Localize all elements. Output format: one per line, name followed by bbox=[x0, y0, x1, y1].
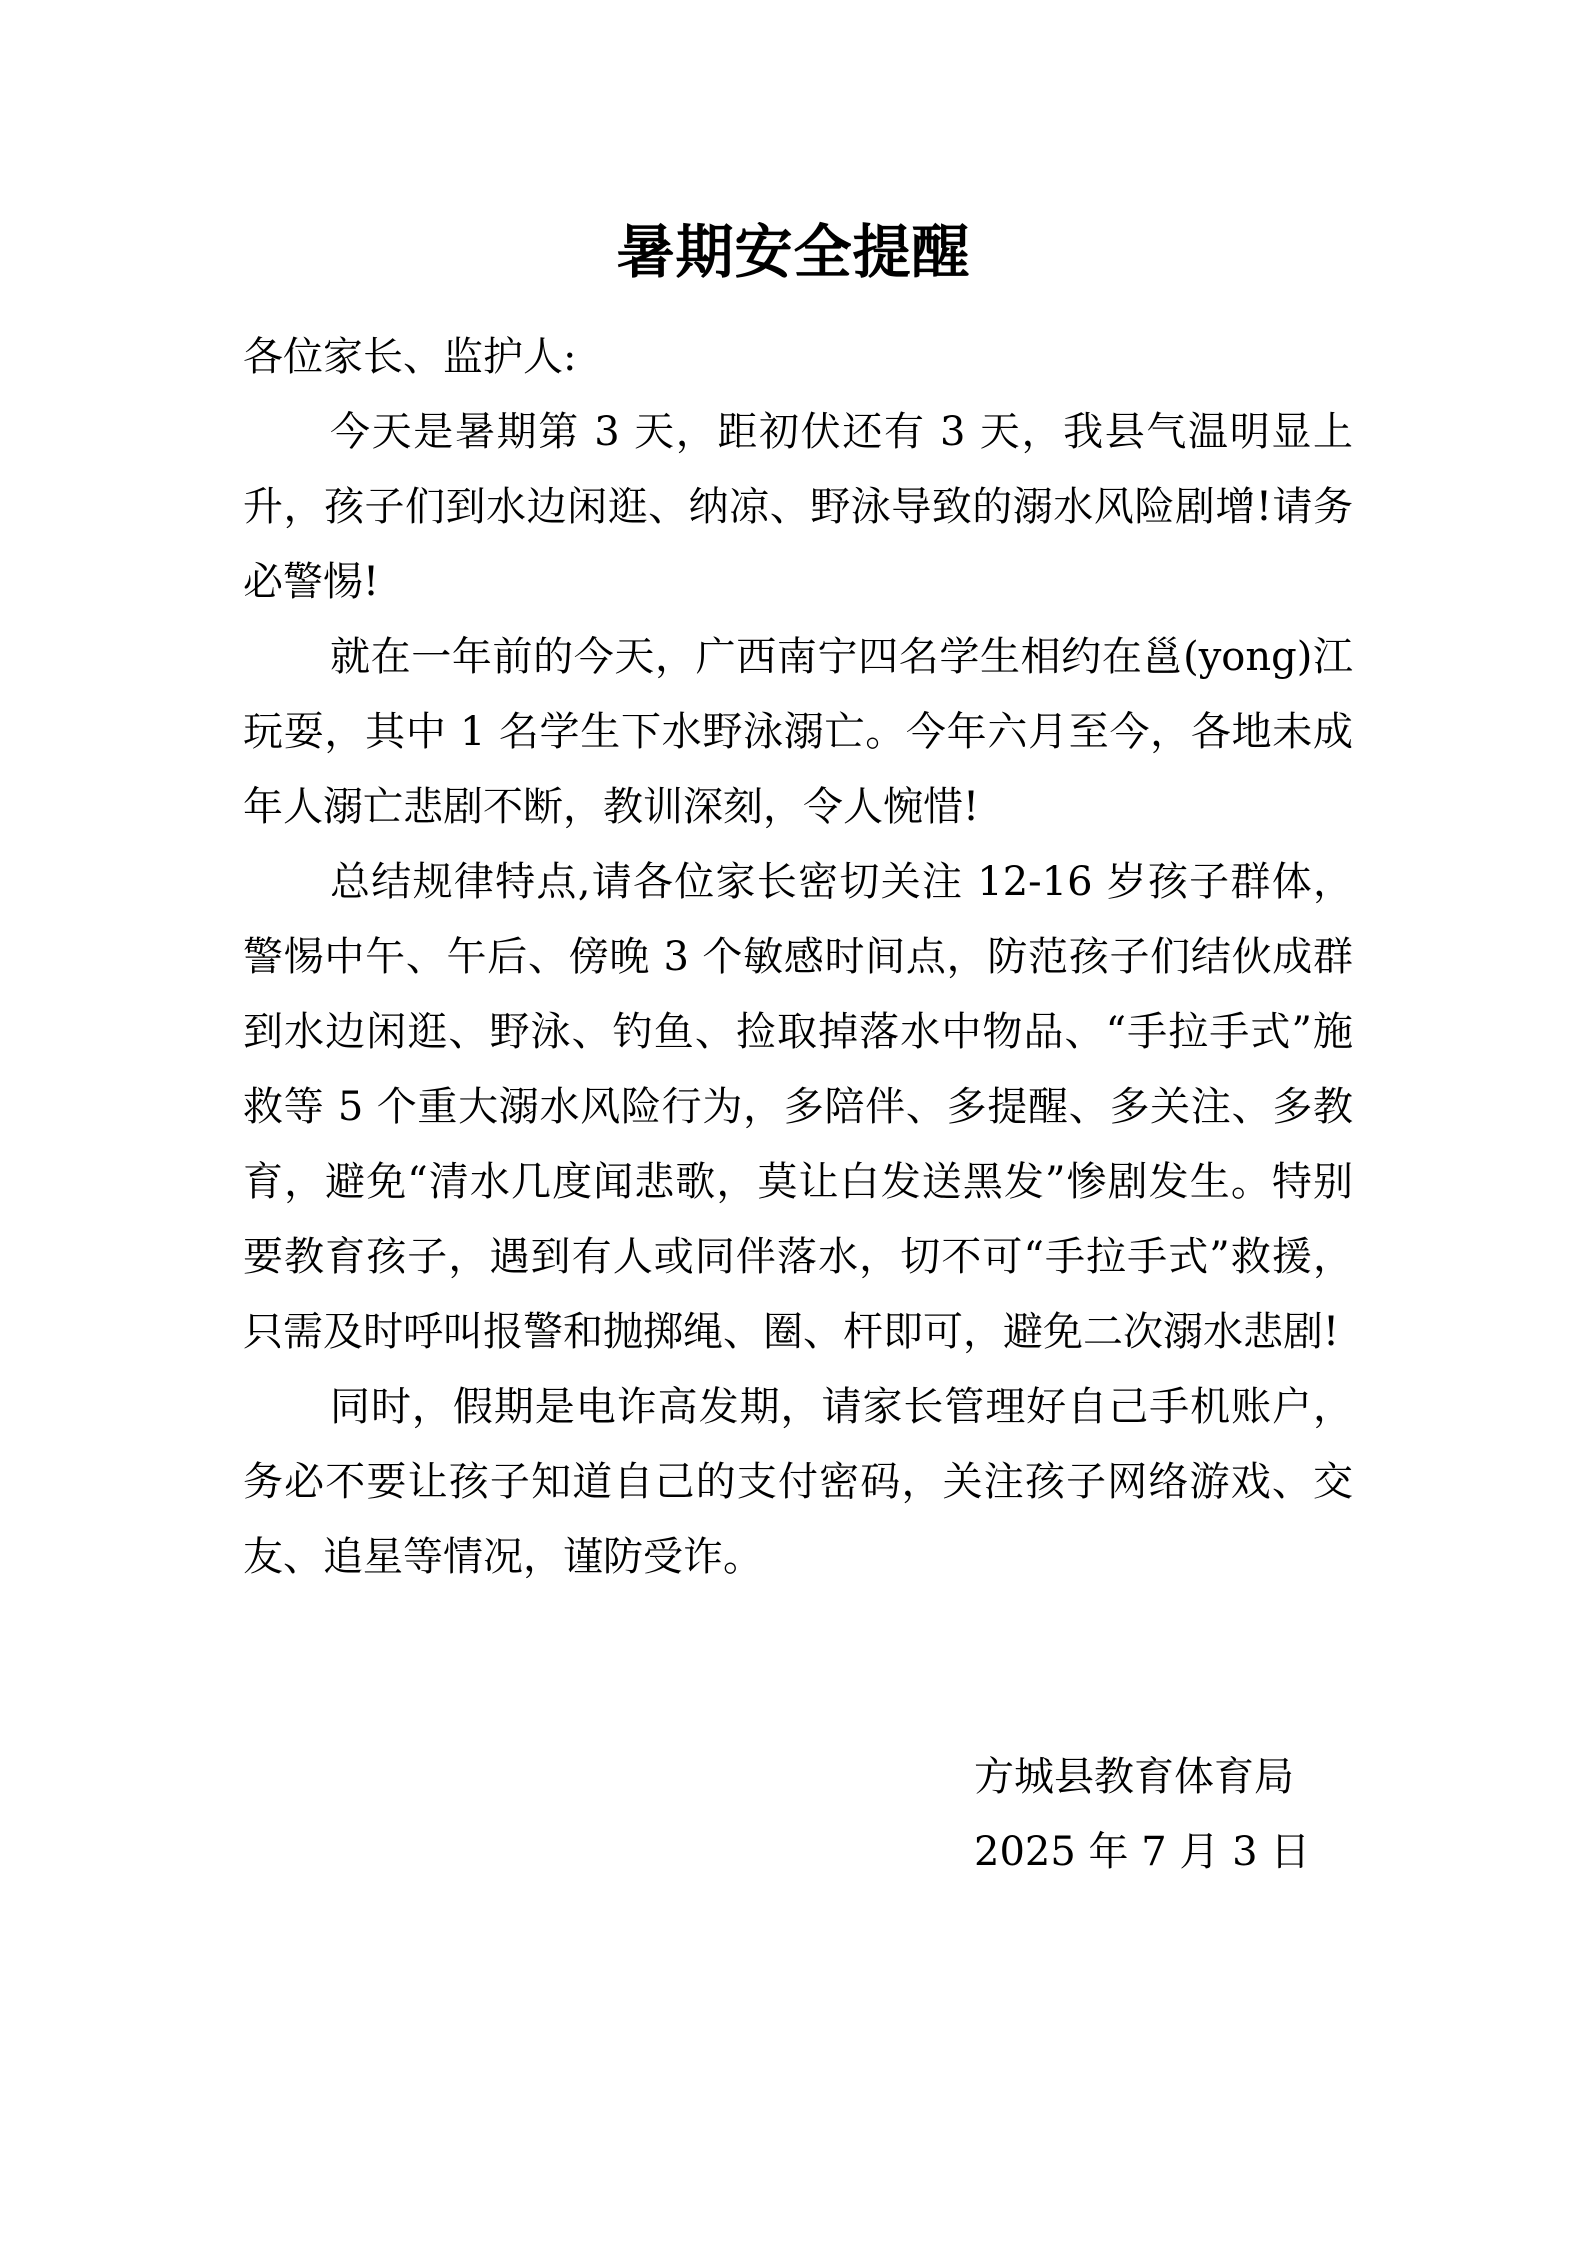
paragraph-incident: 就在一年前的今天，广西南宁四名学生相约在邕(yong)江玩耍，其中 1 名学生下水野泳溺亡。今年六月至今，各地未成年人溺亡悲剧不断，教训深刻，令人惋惜! bbox=[243, 634, 1353, 830]
salutation: 各位家长、监护人: bbox=[243, 334, 577, 380]
paragraph-fraud-warning: 同时，假期是电诈高发期，请家长管理好自己手机账户，务必不要让孩子知道自己的支付密码，关注孩子网络游戏、交友、追星等情况，谨防受诈。 bbox=[243, 1384, 1353, 1580]
signature-date: 2025 年 7 月 3 日 bbox=[974, 1829, 1311, 1875]
paragraph-prevention: 总结规律特点,请各位家长密切关注 12-16 岁孩子群体，警惕中午、午后、傍晚 3 个敏感时间点，防范孩子们结伙成群到水边闲逛、野泳、钓鱼、捡取掉落水中物品、“手拉手式”施救等 5 个重大溺水风险行为，多陪伴、多提醒、多关注、多教育，避免“清水几度闻悲歌，莫让白发送黑发”惨剧发生。特别要教育孩子，遇到有人或同伴落水，切不可“手拉手式”救援，只需及时呼叫报警和抛掷绳、圈、杆即可，避免二次溺水悲剧! bbox=[243, 859, 1353, 1355]
paragraph-weather-warning: 今天是暑期第 3 天，距初伏还有 3 天，我县气温明显上升，孩子们到水边闲逛、纳凉、野泳导致的溺水风险剧增!请务必警惕! bbox=[243, 409, 1353, 605]
document-title: 暑期安全提醒 bbox=[616, 218, 971, 286]
signature-organization: 方城县教育体育局 bbox=[974, 1754, 1294, 1800]
document-body bbox=[243, 320, 1353, 1595]
signature-block bbox=[974, 1740, 1310, 1890]
